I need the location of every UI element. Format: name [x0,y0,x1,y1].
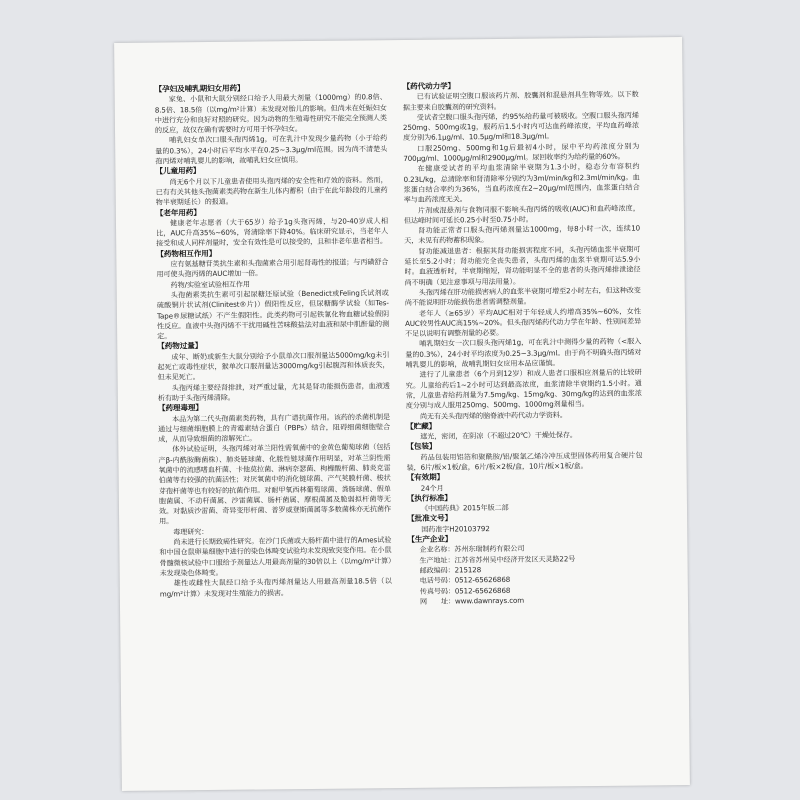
paragraph: 应有氨基糖苷类抗生素和头孢菌素合用引起肾毒性的报道；与丙磺舒合用可使头孢丙烯的AUC增加一倍。 [156,257,389,279]
paragraph: 药物/实验室试验相互作用 [170,279,250,290]
paragraph: 尚无6个月以下儿童患者使用头孢丙烯的安全性和疗效的资料。然而，已有有关其他头孢菌素类药物在新生儿体内蓄积（由于在此年龄段的儿童药物半衰期延长）的报道。 [155,174,388,207]
paragraph: 头孢丙烯主要经肾排泄，对严重过量，尤其是肾功能损伤患者，血液透析有助于头孢丙烯清除。 [157,380,390,403]
section-heading: 【药物过量】 [157,341,203,351]
paragraph: 药品包装用铝箔和聚酰胺/铝/聚氯乙烯冷冲压成型固体药用复合硬片包装，6片/板×1板/盒，6片/板×2板/盒，10片/板×1板/盒。 [406,450,643,472]
section-heading: 【老年用药】 [155,207,201,218]
paragraph: 毒理研究： [173,526,209,537]
paragraph: 本品为第二代头孢菌素类药物，具有广谱抗菌作用。该药的杀菌机制是通过与细菌细胞膜上的青霉素结合蛋白（PBPs）结合，阻碍细菌细胞壁合成，从而导致细菌的溶解死亡。 [158,411,391,444]
contact-line: 电话号码：0512-65626868 [419,575,511,586]
paragraph: 老年人（≥65岁）平均AUC相对于年轻成人约增高35%~60%，女性AUC较男性AUC高15%~20%。但头孢丙烯药代动力学在年龄、性别间差异不足以说明有调整剂量的必要。 [405,306,642,339]
section-heading: 【贮藏】 [406,421,437,431]
paragraph: 家兔、小鼠和大鼠分别经口给予人用最大剂量（1000mg）的0.8倍、8.5倍、18.5倍（以mg/m²计算）未发现对胎儿的影响。但尚未在妊娠妇女中进行充分和良好对照的研究。因为动物的生殖毒性研究不能完全预测人类的反应，故仅在确有需要时方可用于怀孕妇女。 [154,92,387,135]
contact-line: 传真号码：0512-65626868 [419,585,511,596]
contact-line: 网 址：www.dawnrays.com [419,595,525,606]
section-heading: 【包装】 [406,442,437,452]
paragraph: 哺乳期妇女一次口服头孢丙烯1g，可在乳汁中测得少量的药物（<服入量的0.3%），24小时平均浓度为0.25~3.3μg/ml。由于尚不明确头孢丙烯对哺乳婴儿的影响，故哺乳期妇女应用本品应谨慎。 [405,336,642,369]
section-heading: 【批准文号】 [407,513,453,524]
paragraph: 片剂或混悬剂与食物同服不影响头孢丙烯的吸收(AUC)和血药峰浓度，但达峰时间可延长0.25小时至0.75小时。 [403,203,640,225]
paragraph: 在健康受试者的平均血浆清除半衰期为1.3小时，稳态分布容积约0.23L/kg，总清除率和肾清除率分别约为3ml/min/kg和2.3ml/min/kg。血浆蛋白结合率约为36%，当血药浓度在2~20μg/ml范围内，血浆蛋白结合率与血药浓度无关。 [403,161,640,205]
paragraph: 受试者空腹口服头孢丙烯，约95%给药量可被吸收。空腹口服头孢丙烯250mg、500mg或1g，服药后1.5小时内可达血药峰浓度，平均血药峰浓度分别为6.1μg/ml、10.5μg/ml和18.3μg/ml。 [402,110,640,143]
paragraph: 国药准字H20103792 [421,523,490,534]
paragraph: 进行了儿童患者（6个月到12岁）和成人患者口服相应剂量后的比较研究。儿童给药后1~2小时可达到最高浓度，血浆清除半衰期约1.5小时。通常，儿童患者给药剂量为7.5mg/kg、15mg/kg、30mg/kg的达到的血浆浓度分别与成人服用250mg、500mg、1000mg剂量相当。 [405,367,642,411]
paragraph: 《中国药典》2015年版二部 [420,503,509,513]
paragraph: 健康老年志愿者（大于65岁）给予1g头孢丙烯，与20-40岁成人相比，AUC升高35%~60%，肾清除率下降40%。临床研究显示，当老年人接受和成人同样剂量时，安全有效性是可以接受的，且和非老年患者相当。 [156,215,389,249]
contact-line: 邮政编码：215128 [419,565,482,575]
section-heading: 【药物相互作用】 [156,248,217,259]
right-column [403,80,646,722]
paragraph: 尚未进行长期致癌性研究。在沙门氏菌或大肠杆菌中进行的Ames试验和中国仓鼠卵巢细胞中进行的染色体畸变试验均未发现致突变作用。在小鼠骨髓微核试验中口服给予剂量达人用最高剂量的30倍以上（以mg/m²计算）未发现染色体畸变。 [159,535,392,578]
section-heading: 【药代动力学】 [402,81,456,91]
paragraph: 肾功能减退患者：根据其肾功能损害程度不同，头孢丙烯血浆半衰期可延长至5.2小时；肾功能完全丧失患者，头孢丙烯的血浆半衰期可达5.9小时。血液透析时，半衰期缩短，肾功能明显不全的患者的头孢丙烯排泄途径尚不明确（见注意事项与用法用量）。 [404,244,641,287]
paragraph: 体外试验证明，头孢丙烯对革兰阳性需氧菌中的金黄色葡萄球菌（包括产β-内酰胺酶菌株）、肺炎链球菌、化脓性链球菌作用明显，对革兰阴性需氧菌中的流感嗜血杆菌、卡他莫拉菌、淋病奈瑟菌、枸橼酸杆菌、肺炎克雷伯菌等有较强的抗菌活性；对厌氧菌中的消化链球菌、产气荚膜杆菌、梭状芽孢杆菌等也有较好的抗菌作用。对耐甲氧西林葡萄球菌、粪肠球菌、假单胞菌属、不动杆菌属、沙雷菌属、肠杆菌属、摩根菌属及脆弱拟杆菌等无效。对黏质沙雷菌、奇异变形杆菌、普罗威登斯菌属等多数菌株亦无抗菌作用。 [158,442,392,527]
contact-line: 企业名称：苏州东瑞制药有限公司 [419,544,525,555]
left-column [155,82,394,760]
paragraph: 已有试验证明空腹口服该药片剂、胶囊剂和混悬剂具生物等效。以下数据主要来自胶囊剂的研究资料。 [402,89,639,112]
section-heading: 【执行标准】 [406,493,452,503]
paragraph: 尚无有关头孢丙烯的脑脊液中药代动力学资料。 [419,409,567,421]
section-heading: 【孕妇及哺乳期妇女用药】 [154,83,245,94]
paragraph: 哺乳妇女单次口服头孢丙烯1g，可在乳汁中发现少量药物（小于给药量的0.3%），24小时后平均水平在0.25~3.3μg/ml范围。因为尚不清楚头孢丙烯对哺乳婴儿的影响，故哺乳妇女应慎用。 [155,133,388,166]
paragraph: 肾功能正常者口服头孢丙烯剂量达1000mg，每8小时一次，连续10天，未见有药物蓄积现象。 [404,223,641,246]
section-heading: 【药理毒理】 [157,403,203,413]
paragraph: 24个月 [420,483,444,493]
paragraph: 雄性或雌性大鼠经口给予头孢丙烯剂量达人用最高剂量18.5倍（以mg/m²计算）未发现对生殖能力的损害。 [159,576,392,599]
contact-line: 生产地址：江苏省苏州吴中经济开发区天灵路22号 [419,553,576,565]
paragraph: 遮光，密闭，在阴凉（不超过20℃）干燥处保存。 [420,430,577,441]
section-heading: 【生产企业】 [407,534,453,545]
section-heading: 【儿童用药】 [155,166,201,176]
paragraph: 头孢丙烯在肝功能损害病人的血浆半衰期可增至2小时左右，但这种改变尚不能说明肝功能损伤患者需调整剂量。 [404,285,641,308]
leaflet-page [114,37,690,791]
paragraph: 口服250mg、500mg和1g后最初4小时，尿中平均药浓度分别为700μg/ml、1000μg/ml和2900μg/ml。尿回收率约为给药量的60%。 [403,141,640,164]
paragraph: 成年、断奶或新生大鼠分别给予小鼠单次口服剂量达5000mg/kg未引起死亡或毒性症状，猴单次口服剂量达3000mg/kg引起腹泻和体质丧失，但未见死亡。 [157,349,390,382]
section-heading: 【有效期】 [406,472,445,483]
paragraph: 头孢菌素类抗生素可引起尿糖还原试验（Benedict或Feling氏试剂或硫酸铜片状试剂(Clinitest®片)）假阳性反应，但尿糖酶学试验（如Tes-Tape®尿糖试纸）不产生假阳性。此类药物可引起铁氰化物血糖试验假阴性反应。血液中头孢丙烯不干扰用碱性苦味酸盐法对血液和尿中肌酐量的测定。 [156,288,390,341]
